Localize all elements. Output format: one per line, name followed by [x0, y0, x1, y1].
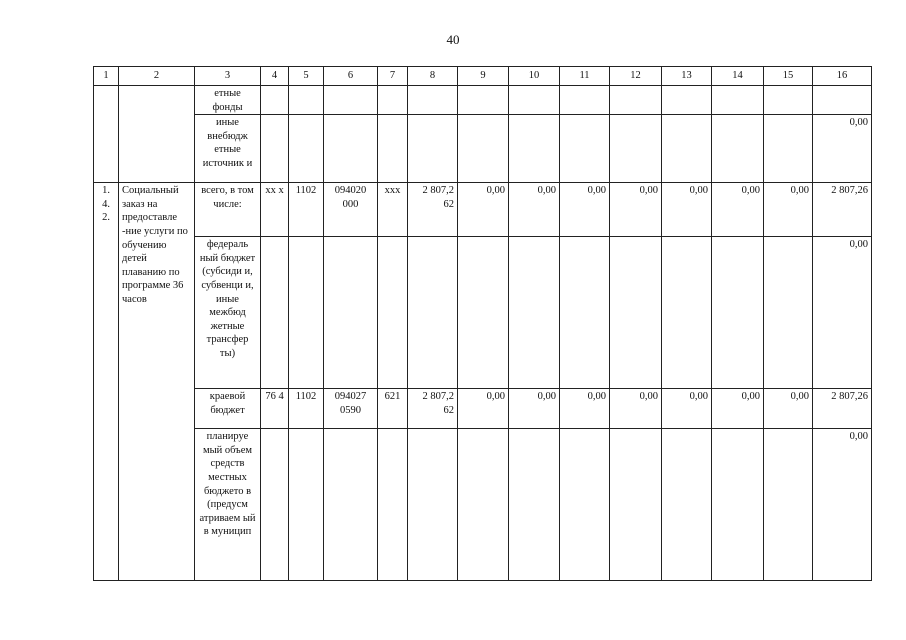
header-cell: 13 — [662, 67, 712, 86]
table-cell — [764, 86, 813, 115]
header-cell: 11 — [560, 67, 610, 86]
table-cell — [560, 429, 610, 581]
header-cell: 16 — [813, 67, 872, 86]
table-cell — [610, 115, 662, 183]
table-cell — [662, 237, 712, 389]
value-cell: 2 807,2 62 — [408, 183, 458, 237]
table-cell — [324, 429, 378, 581]
value-cell: 094020 000 — [324, 183, 378, 237]
table-cell — [261, 237, 289, 389]
item-name: Социальный заказ на предоставле -ние услуги по обучению детей плаванию по программе 36 часов — [119, 183, 195, 581]
value-cell: 621 — [378, 389, 408, 429]
table-cell — [813, 86, 872, 115]
table-cell — [458, 115, 509, 183]
table-cell — [408, 115, 458, 183]
budget-table — [93, 66, 872, 581]
table-cell — [378, 86, 408, 115]
table-cell — [509, 237, 560, 389]
value-cell: 0,00 — [560, 183, 610, 237]
header-cell: 2 — [119, 67, 195, 86]
table-cell — [289, 429, 324, 581]
source-label: федераль ный бюджет (субсиди и, субвенци и, иные межбюд жетные трансфер ты) — [195, 237, 261, 389]
table-cell — [662, 115, 712, 183]
table-row — [94, 389, 872, 429]
table-cell — [764, 237, 813, 389]
header-cell: 14 — [712, 67, 764, 86]
table-row — [94, 183, 872, 237]
table-cell — [712, 86, 764, 115]
table-cell — [408, 429, 458, 581]
header-cell: 5 — [289, 67, 324, 86]
table-cell — [458, 429, 509, 581]
header-cell: 1 — [94, 67, 119, 86]
value-cell: 1102 — [289, 389, 324, 429]
table-cell — [509, 429, 560, 581]
table-cell — [712, 237, 764, 389]
value-cell: 0,00 — [662, 389, 712, 429]
value-cell: 1102 — [289, 183, 324, 237]
table-cell — [324, 237, 378, 389]
table-cell — [408, 86, 458, 115]
table-cell — [764, 429, 813, 581]
source-label: етные фонды — [195, 86, 261, 115]
table-cell — [610, 86, 662, 115]
table-cell — [378, 237, 408, 389]
page-number: 40 — [446, 32, 460, 47]
table-cell — [712, 115, 764, 183]
value-cell: 2 807,26 — [813, 389, 872, 429]
table-cell — [560, 86, 610, 115]
value-cell: 0,00 — [509, 183, 560, 237]
value-cell: 0,00 — [813, 429, 872, 581]
table-cell — [289, 115, 324, 183]
value-cell: 0,00 — [813, 237, 872, 389]
header-cell: 3 — [195, 67, 261, 86]
source-label: краевой бюджет — [195, 389, 261, 429]
header-cell: 15 — [764, 67, 813, 86]
value-cell: 0,00 — [458, 183, 509, 237]
table-cell — [560, 237, 610, 389]
header-cell: 7 — [378, 67, 408, 86]
value-cell: 0,00 — [764, 183, 813, 237]
table-cell — [289, 86, 324, 115]
table-cell — [289, 237, 324, 389]
value-cell: 2 807,26 — [813, 183, 872, 237]
header-cell: 4 — [261, 67, 289, 86]
value-cell: 0,00 — [610, 183, 662, 237]
value-cell: 0,00 — [662, 183, 712, 237]
table-cell — [458, 86, 509, 115]
table-row — [94, 237, 872, 389]
table-cell — [712, 429, 764, 581]
table-cell — [662, 429, 712, 581]
source-label: иные внебюдж етные источник и — [195, 115, 261, 183]
table-row — [94, 429, 872, 581]
value-cell: 0,00 — [712, 183, 764, 237]
header-cell: 8 — [408, 67, 458, 86]
value-cell: 0,00 — [813, 115, 872, 183]
table-cell — [509, 86, 560, 115]
item-number: 1. 4. 2. — [94, 183, 119, 581]
table-cell — [324, 86, 378, 115]
header-row — [94, 67, 872, 86]
table-cell — [119, 86, 195, 183]
value-cell: 2 807,2 62 — [408, 389, 458, 429]
table-cell — [261, 86, 289, 115]
value-cell: 0,00 — [764, 389, 813, 429]
source-label: всего, в том числе: — [195, 183, 261, 237]
table-cell — [261, 115, 289, 183]
value-cell: 0,00 — [712, 389, 764, 429]
value-cell: 76 4 — [261, 389, 289, 429]
value-cell: 0,00 — [509, 389, 560, 429]
header-cell: 6 — [324, 67, 378, 86]
value-cell: xx x — [261, 183, 289, 237]
table-cell — [408, 237, 458, 389]
table-cell — [560, 115, 610, 183]
table-cell — [764, 115, 813, 183]
table-cell — [378, 429, 408, 581]
table-cell — [610, 237, 662, 389]
value-cell: 0,00 — [458, 389, 509, 429]
value-cell: 0,00 — [560, 389, 610, 429]
table-cell — [324, 115, 378, 183]
table-cell — [378, 115, 408, 183]
value-cell: xxx — [378, 183, 408, 237]
value-cell: 0,00 — [610, 389, 662, 429]
source-label: планируе мый объем средств местных бюджето в (предусм атриваем ый в муницип — [195, 429, 261, 581]
table-cell — [509, 115, 560, 183]
table-cell — [94, 86, 119, 183]
header-cell: 10 — [509, 67, 560, 86]
table-cell — [610, 429, 662, 581]
header-cell: 12 — [610, 67, 662, 86]
table-cell — [458, 237, 509, 389]
value-cell: 094027 0590 — [324, 389, 378, 429]
table-row — [94, 115, 872, 183]
table-cell — [662, 86, 712, 115]
table-row — [94, 86, 872, 115]
header-cell: 9 — [458, 67, 509, 86]
table-cell — [261, 429, 289, 581]
